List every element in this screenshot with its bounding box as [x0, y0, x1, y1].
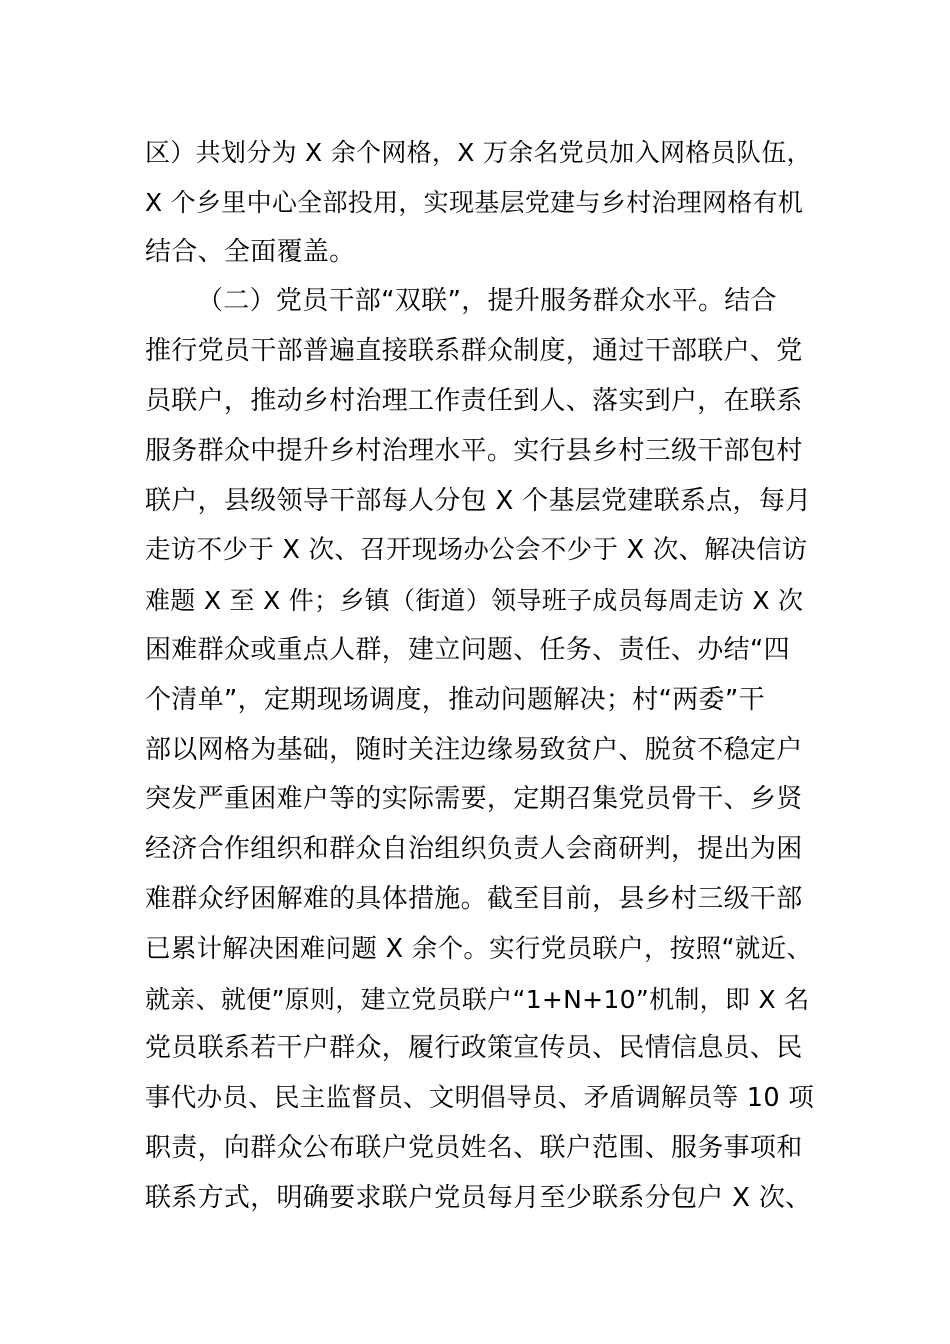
text-line: 难群众纾困解难的具体措施。截至目前，县乡村三级干部: [145, 883, 803, 914]
text-line: 联系方式，明确要求联户党员每月至少联系分包户 X 次、: [145, 1182, 812, 1213]
body-text: [145, 128, 815, 1224]
text-line: 个清单”，定期现场调度，推动问题解决；村“两委”干: [145, 684, 765, 715]
text-line: 困难群众或重点人群，建立问题、任务、责任、办结“四: [145, 634, 790, 665]
text-line: 部以网格为基础，随时关注边缘易致贫户、脱贫不稳定户: [145, 734, 803, 765]
section-heading-line: （二）党员干部“双联”，提升服务群众水平。结合: [197, 286, 777, 317]
text-line: 区）共划分为 X 余个网格，X 万余名党员加入网格员队伍，: [145, 138, 812, 167]
text-line: 推行党员干部普遍直接联系群众制度，通过干部联户、党: [145, 336, 803, 367]
text-line: 已累计解决困难问题 X 余个。实行党员联户，按照“就近、: [145, 933, 813, 964]
text-line: 联户，县级领导干部每人分包 X 个基层党建联系点，每月: [145, 485, 812, 516]
text-line: 员联户，推动乡村治理工作责任到人、落实到户，在联系: [145, 385, 803, 416]
text-line: 服务群众中提升乡村治理水平。实行县乡村三级干部包村: [145, 435, 803, 466]
text-line: 就亲、就便”原则，建立党员联户“1+N+10”机制，即 X 名: [145, 984, 810, 1014]
text-line: 党员联系若干户群众，履行政策宣传员、民情信息员、民: [145, 1033, 803, 1064]
text-line: 走访不少于 X 次、召开现场办公会不少于 X 次、解决信访: [145, 535, 808, 566]
text-line: X 个乡里中心全部投用，实现基层党建与乡村治理网格有机: [145, 187, 804, 217]
text-line: 经济合作组织和群众自治组织负责人会商研判，提出为困: [145, 834, 803, 865]
text-line: 结合、全面覆盖。: [145, 236, 356, 267]
text-line: 突发严重困难户等的实际需要，定期召集党员骨干、乡贤: [145, 784, 803, 815]
text-line: 职责，向群众公布联户党员姓名、联户范围、服务事项和: [145, 1132, 803, 1163]
text-line: 难题 X 至 X 件；乡镇（街道）领导班子成员每周走访 X 次: [145, 586, 804, 616]
text-line: 事代办员、民主监督员、文明倡导员、矛盾调解员等 10 项: [145, 1083, 815, 1114]
